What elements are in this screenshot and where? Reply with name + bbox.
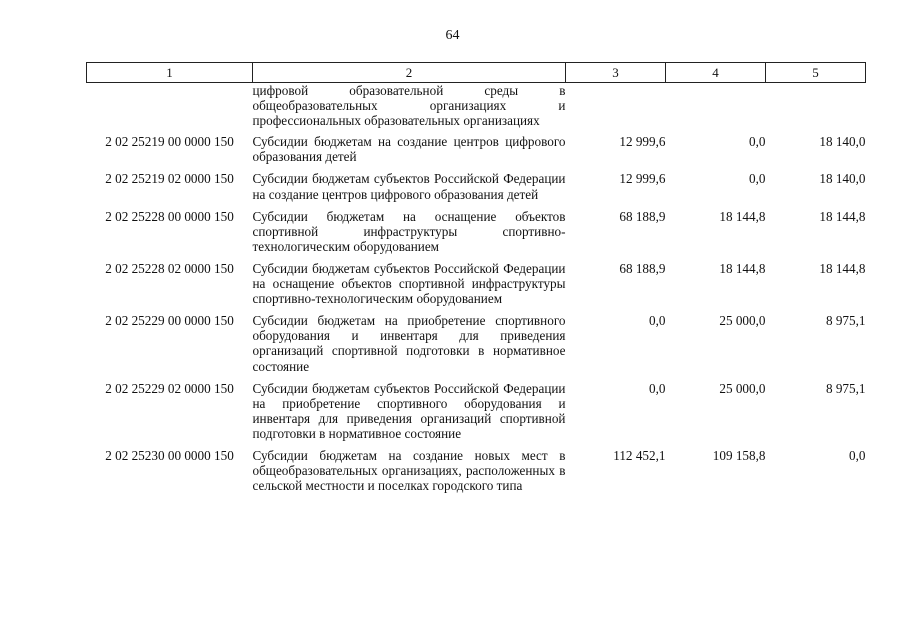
amount-col5-cell: 18 144,8 [819, 208, 866, 224]
table-row [87, 134, 866, 171]
amount-col4-cell: 0,0 [749, 171, 766, 187]
budget-code-cell: 2 02 25219 00 0000 150 [105, 134, 234, 150]
amount-col4-cell: 18 144,8 [719, 208, 766, 224]
amount-col4-cell: 0,0 [749, 134, 766, 150]
table-row [87, 313, 866, 380]
column-header: 2 [253, 63, 566, 83]
amount-col3-cell: 12 999,6 [619, 134, 666, 150]
amount-col5-cell: 18 140,0 [819, 171, 866, 187]
amount-col5-cell: 8 975,1 [825, 313, 866, 329]
column-header: 3 [566, 63, 666, 83]
budget-code-cell [87, 83, 253, 135]
budget-revenue-table [86, 62, 866, 500]
revenue-name-cell: Субсидии бюджетам на создание новых мест в общеобразовательных организациях, расположенных в сельской местности и поселках городского типа [252, 447, 566, 494]
budget-code-cell: 2 02 25229 00 0000 150 [105, 313, 234, 329]
column-header: 1 [87, 63, 253, 83]
revenue-name-cell: Субсидии бюджетам субъектов Российской Федерации на создание центров цифрового образования детей [252, 171, 566, 202]
page-number: 64 [445, 28, 460, 43]
revenue-name-cell: Субсидии бюджетам субъектов Российской Федерации на приобретение спортивного оборудования и инвентаря для приведения организаций спортивной подготовки в нормативное состояние [252, 380, 566, 441]
amount-col4-cell: 18 144,8 [719, 260, 766, 276]
revenue-name-cell: Субсидии бюджетам на приобретение спортивного оборудования и инвентаря для приведения организаций спортивной подготовки в нормативное состояние [252, 313, 566, 374]
amount-col4-cell: 25 000,0 [719, 313, 766, 329]
table-row [87, 209, 866, 261]
amount-col3-cell: 0,0 [649, 380, 666, 396]
table-row [87, 448, 866, 500]
budget-code-cell: 2 02 25219 02 0000 150 [105, 171, 234, 187]
revenue-name-cell: Субсидии бюджетам субъектов Российской Федерации на оснащение объектов спортивной инфраструктуры спортивно-технологическим оборудованием [252, 260, 566, 307]
amount-col3-cell [566, 83, 666, 135]
column-header: 5 [766, 63, 866, 83]
amount-col4-cell: 109 158,8 [712, 447, 766, 463]
amount-col3-cell: 12 999,6 [619, 171, 666, 187]
budget-code-cell: 2 02 25229 02 0000 150 [105, 380, 234, 396]
table-row [87, 261, 866, 313]
amount-col3-cell: 68 188,9 [619, 260, 666, 276]
amount-col5-cell: 0,0 [849, 447, 866, 463]
column-number-header-row [87, 63, 866, 83]
amount-col3-cell: 0,0 [649, 313, 666, 329]
column-header: 4 [666, 63, 766, 83]
revenue-name-cell: Субсидии бюджетам на оснащение объектов спортивной инфраструктуры спортивно-технологическим оборудованием [252, 208, 566, 254]
amount-col3-cell: 112 452,1 [613, 447, 666, 463]
amount-col4-cell: 25 000,0 [719, 380, 766, 396]
budget-code-cell: 2 02 25228 02 0000 150 [105, 260, 234, 276]
amount-col3-cell: 68 188,9 [619, 208, 666, 224]
continuation-row [87, 83, 866, 135]
amount-col5-cell: 18 144,8 [819, 260, 866, 276]
budget-code-cell: 2 02 25230 00 0000 150 [105, 447, 234, 463]
amount-col5-cell [766, 83, 866, 135]
amount-col5-cell: 8 975,1 [825, 380, 866, 396]
amount-col4-cell [666, 83, 766, 135]
budget-code-cell: 2 02 25228 00 0000 150 [105, 208, 234, 224]
table-row [87, 381, 866, 448]
revenue-name-cell: Субсидии бюджетам на создание центров цифрового образования детей [252, 134, 566, 165]
table-row [87, 171, 866, 208]
revenue-name-cell: цифровой образовательной среды в общеобразовательных организациях и профессиональных образовательных организациях [252, 83, 566, 129]
amount-col5-cell: 18 140,0 [819, 134, 866, 150]
